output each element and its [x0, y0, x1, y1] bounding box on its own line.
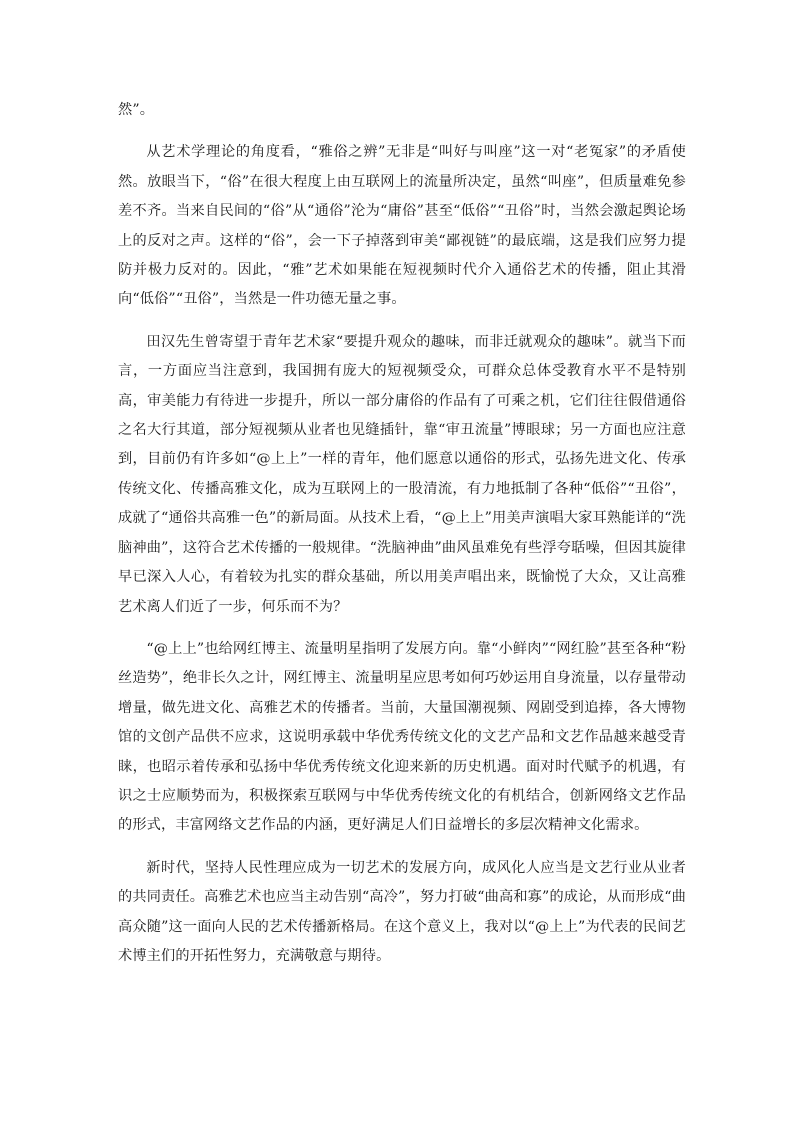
paragraph-gap	[118, 315, 686, 328]
paragraph-5: 新时代，坚持人民性理应成为一切艺术的发展方向，成风化人应当是文艺行业从业者的共同责任。高雅艺术也应当主动告别“高冷”，努力打破“曲高和寡”的成论，从而形成“曲高众随”这一面向人民的艺术传播新格局。在这个意义上，我对以“@上上”为代表的民间艺术博主们的开拓性努力，充满敬意与期待。	[118, 859, 686, 964]
paragraph-gap	[118, 841, 686, 854]
paragraph-3: 田汉先生曾寄望于青年艺术家“要提升观众的趣味，而非迁就观众的趣味”。就当下而言，一方面应当注意到，我国拥有庞大的短视频受众，可群众总体受教育水平不是特别高，审美能力有待进一步提升，所以一部分庸俗的作品有了可乘之机，它们往往假借通俗之名大行其道，部分短视频从业者也见缝插针，靠“审丑流量”博眼球；另一方面也应注意到，目前仍有许多如“@上上”一样的青年，他们愿意以通俗的形式，弘扬先进文化、传承传统文化、传播高雅文化，成为互联网上的一股清流，有力地抵制了各种“低俗”“丑俗”，成就了“通俗共高雅一色”的新局面。从技术上看，“@上上”用美声演唱大家耳熟能详的“洗脑神曲”，这符合艺术传播的一般规律。“洗脑神曲”曲风虽难免有些浮夸聒噪，但因其旋律早已深入人心，有着较为扎实的群众基础，所以用美声唱出来，既愉悦了大众，又让高雅艺术离人们近了一步，何乐而不为？	[118, 333, 686, 615]
document-body	[118, 96, 686, 971]
paragraph-2: 从艺术学理论的角度看，“雅俗之辨”无非是“叫好与叫座”这一对“老冤家”的矛盾使然。放眼当下，“俗”在很大程度上由互联网上的流量所决定，虽然“叫座”，但质量难免参差不齐。当来自民间的“俗”从“通俗”沦为“庸俗”甚至“低俗”“丑俗”时，当然会激起舆论场上的反对之声。这样的“俗”，会一下子掉落到审美“鄙视链”的最底端，这是我们应努力提防并极力反对的。因此，“雅”艺术如果能在短视频时代介入通俗艺术的传播，阻止其滑向“低俗”“丑俗”，当然是一件功德无量之事。	[118, 144, 686, 308]
paragraph-gap	[118, 622, 686, 635]
paragraph-1: 然”。	[118, 102, 155, 118]
paragraph-gap	[118, 125, 686, 138]
paragraph-4: “@上上”也给网红博主、流量明星指明了发展方向。靠“小鲜肉”“网红脸”甚至各种“粉丝造势”，绝非长久之计，网红博主、流量明星应思考如何巧妙运用自身流量，以存量带动增量，做先进文化、高雅艺术的传播者。当前，大量国潮视频、网剧受到追捧，各大博物馆的文创产品供不应求，这说明承载中华优秀传统文化的文艺产品和文艺作品越来越受青睐，也昭示着传承和弘扬中华优秀传统文化迎来新的历史机遇。面对时代赋予的机遇，有识之士应顺势而为，积极探索互联网与中华优秀传统文化的有机结合，创新网络文艺作品的形式，丰富网络文艺作品的内涵，更好满足人们日益增长的多层次精神文化需求。	[118, 640, 686, 834]
